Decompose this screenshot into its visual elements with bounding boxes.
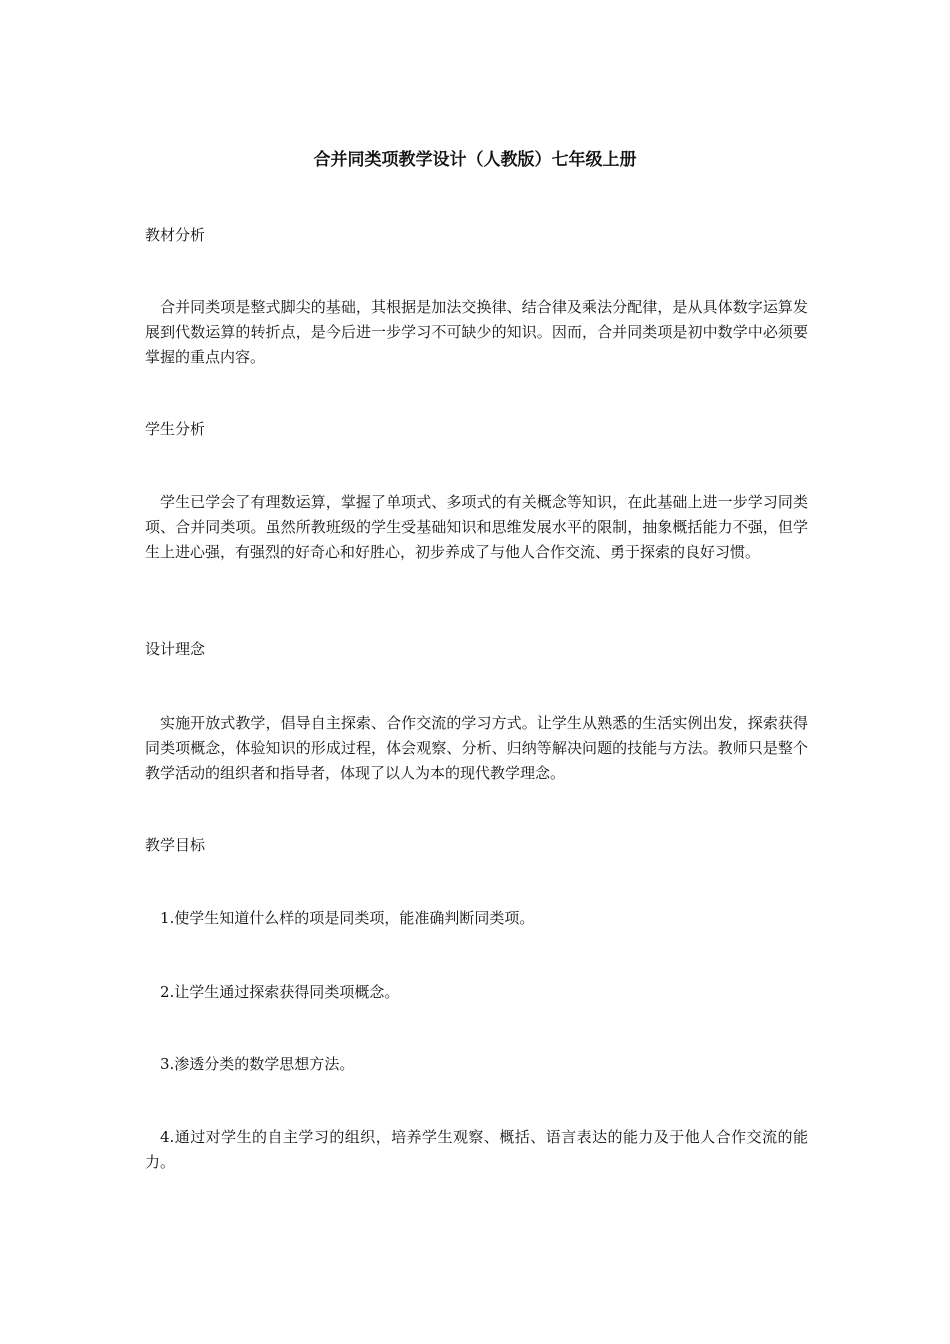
goal-item: 1.使学生知道什么样的项是同类项，能准确判断同类项。 (160, 909, 535, 927)
goal-item: 2.让学生通过探索获得同类项概念。 (160, 983, 400, 1001)
section-heading-teaching-goals: 教学目标 (145, 836, 206, 854)
section-paragraph: 合并同类项是整式脚尖的基础，其根据是加法交换律、结合律及乘法分配律，是从具体数字运算发展到代数运算的转折点，是今后进一步学习不可缺少的知识。因而，合并同类项是初中数学中必须要掌握的重点内容。 (145, 298, 808, 366)
goal-item: 3.渗透分类的数学思想方法。 (160, 1055, 355, 1073)
section-paragraph: 学生已学会了有理数运算，掌握了单项式、多项式的有关概念等知识，在此基础上进一步学习同类项、合并同类项。虽然所教班级的学生受基础知识和思维发展水平的限制，抽象概括能力不强，但学生上进心强，有强烈的好奇心和好胜心，初步养成了与他人合作交流、勇于探索的良好习惯。 (145, 493, 808, 561)
section-paragraph: 实施开放式教学，倡导自主探索、合作交流的学习方式。让学生从熟悉的生活实例出发，探索获得同类项概念，体验知识的形成过程，体会观察、分析、归纳等解决问题的技能与方法。教师只是整个教学活动的组织者和指导者，体现了以人为本的现代教学理念。 (145, 714, 808, 782)
section-heading-design-philosophy: 设计理念 (145, 640, 206, 658)
section-heading-student-analysis: 学生分析 (145, 420, 206, 438)
section-heading-textbook-analysis: 教材分析 (145, 226, 206, 244)
goal-item: 4.通过对学生的自主学习的组织，培养学生观察、概括、语言表达的能力及于他人合作交流的能力。 (145, 1128, 808, 1171)
document-title: 合并同类项教学设计（人教版）七年级上册 (313, 150, 637, 170)
